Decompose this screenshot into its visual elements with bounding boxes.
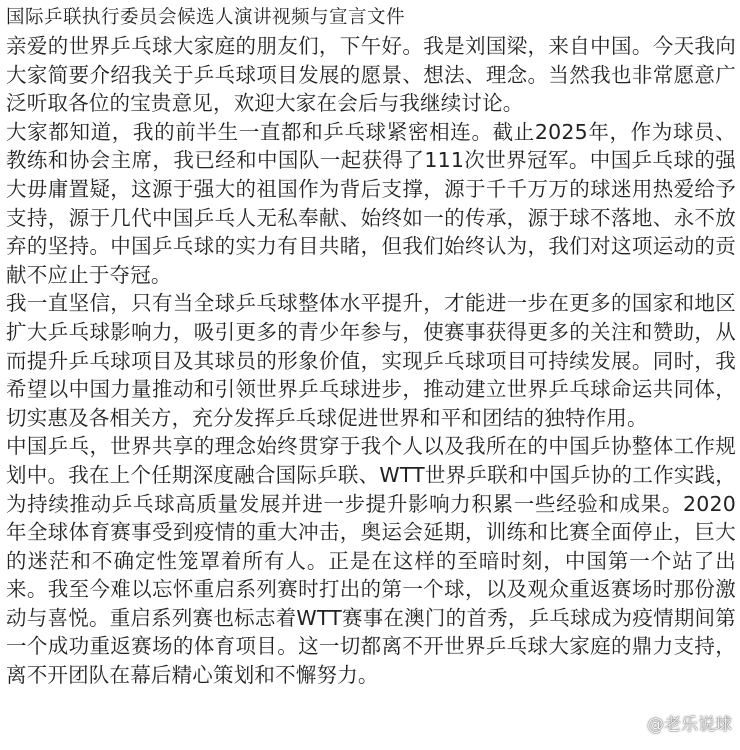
document-title: 国际乒联执行委员会候选人演讲视频与宣言文件 <box>6 7 406 28</box>
paragraph-practice: 中国乒乓，世界共享的理念始终贯穿于我个人以及我所在的中国乒协整体工作规划中。我在上个任期深度融合国际乒联、WTT世界乒联和中国乒协的工作实践，为持续推动乒乓球高质量发展并进一步提升影响力积累一些经验和成果。2020年全球体育赛事受到疫情的重大冲击，奥运会延期，训练和比赛全面停止，巨大的迷茫和不确定性笼罩着所有人。正是在这样的至暗时刻，中国第一个站了出来。我至今难以忘怀重启系列赛时打出的第一个球，以及观众重返赛场时那份激动与喜悦。重启系列赛也标志着WTT赛事在澳门的首秀，乒乓球成为疫情期间第一个成功重返赛场的体育项目。这一切都离不开世界乒乓球大家庭的鼎力支持，离不开团队在幕后精心策划和不懈努力。 <box>6 434 736 688</box>
watermark-text: @老乐说球 <box>647 715 732 735</box>
weibo-logo-icon <box>613 709 643 736</box>
watermark <box>613 709 732 736</box>
paragraph-belief: 我一直坚信，只有当全球乒乓球整体水平提升，才能进一步在更多的国家和地区扩大乒乓球影响力，吸引更多的青少年参与，使赛事获得更多的关注和赞助，从而提升乒乓球项目及其球员的形象价值，实现乒乓球项目可持续发展。同时，我希望以中国力量推动和引领世界乒乓球进步，推动建立世界乒乓球命运共同体，切实惠及各相关方，充分发挥乒乓球促进世界和平和团结的独特作用。 <box>6 291 736 430</box>
paragraph-background: 大家都知道，我的前半生一直都和乒乓球紧密相连。截止2025年，作为球员、教练和协会主席，我已经和中国队一起获得了111次世界冠军。中国乒乓球的强大毋庸置疑，这源于强大的祖国作为背后支撑，源于千千万万的球迷用热爱给予支持，源于几代中国乒乓人无私奉献、始终如一的传承，源于球不落地、永不放弃的坚持。中国乒乓球的实力有目共睹，但我们始终认为，我们对这项运动的贡献不应止于夺冠。 <box>6 119 736 287</box>
paragraph-greeting: 亲爱的世界乒乓球大家庭的朋友们，下午好。我是刘国梁，来自中国。今天我向大家简要介绍我关于乒乓球项目发展的愿景、想法、理念。当然我也非常愿意广泛听取各位的宝贵意见，欢迎大家在会后与我继续讨论。 <box>6 34 736 116</box>
document <box>6 4 736 690</box>
